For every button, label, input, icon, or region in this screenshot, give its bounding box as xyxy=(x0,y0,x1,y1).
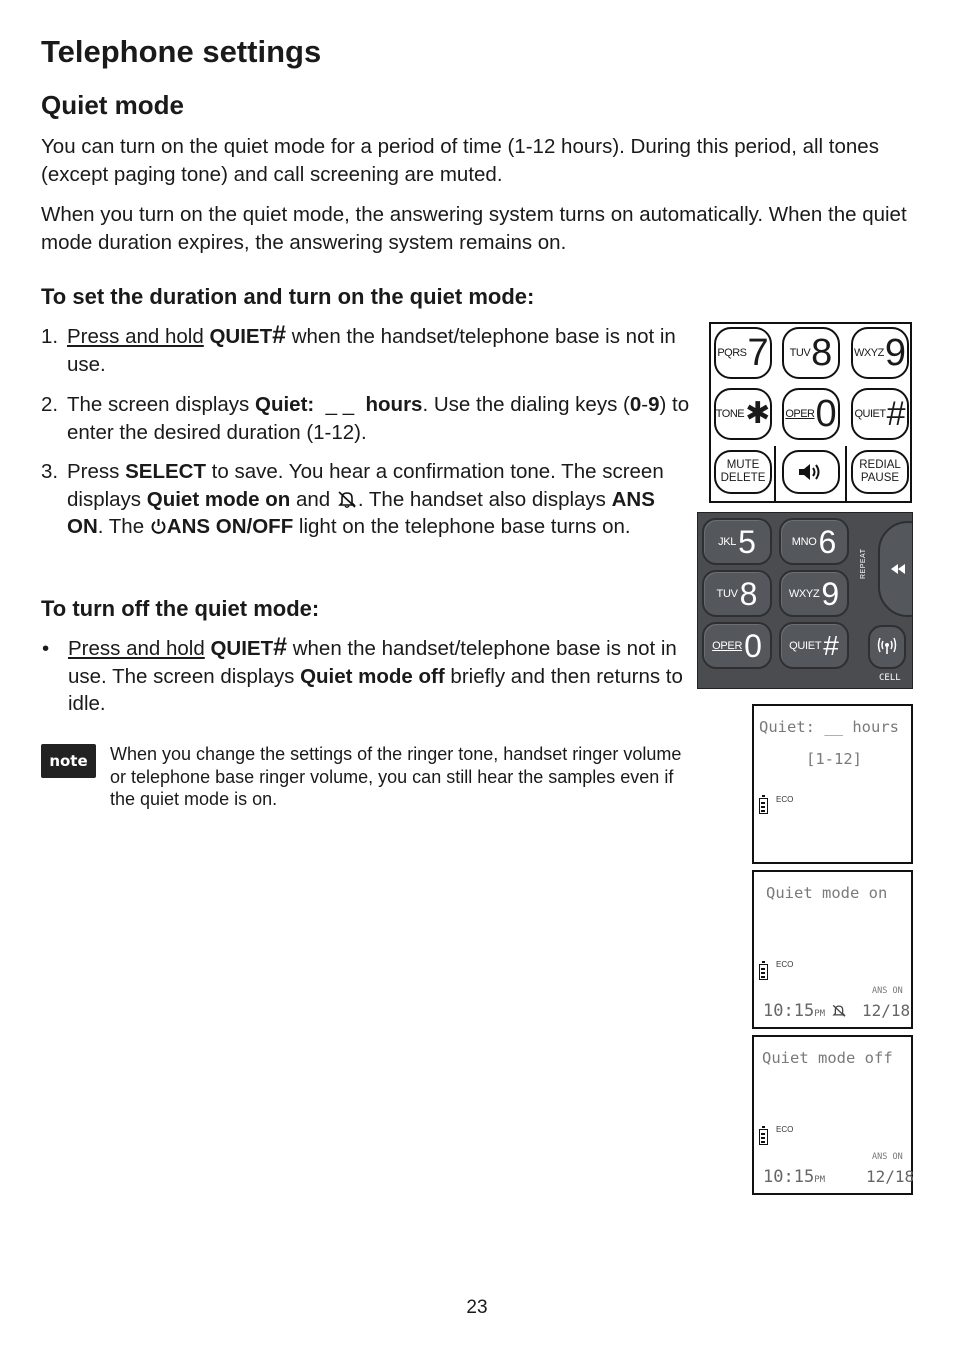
key-9: 9 xyxy=(648,393,660,416)
key-digit: 5 xyxy=(738,523,756,560)
screen-line-2: [1-12] xyxy=(806,750,862,768)
screen-text-quiet-mode-off: Quiet mode off xyxy=(300,664,445,688)
step-text: Press xyxy=(67,460,126,483)
key-0: 0 xyxy=(629,393,642,416)
key-digit: 0 xyxy=(744,627,762,664)
screen-quiet-mode-on xyxy=(752,870,913,1029)
step-text: ) to enter the desired duration (1-12). xyxy=(67,393,690,444)
bullet-text: when the handset/telephone base is not in use. The screen displays xyxy=(68,637,677,688)
key-letters: WXYZ xyxy=(854,347,884,359)
step-text: . Use the dialing keys ( xyxy=(422,393,630,416)
divider xyxy=(774,446,776,501)
handset-keypad xyxy=(709,322,912,503)
press-and-hold-link: Press and hold xyxy=(67,325,204,348)
battery-icon xyxy=(759,964,768,980)
screen-text-hours: hours xyxy=(365,393,423,416)
key-9 xyxy=(779,570,849,617)
quiet-key-label: QUIET xyxy=(210,637,274,660)
bell-off-icon xyxy=(336,489,358,509)
intro-paragraph-2: When you turn on the quiet mode, the answering system turns on automatically. When the quiet mode duration expires, the answering system remains on. xyxy=(41,203,907,254)
power-icon xyxy=(150,515,167,533)
divider xyxy=(845,446,847,501)
time-value: 10:15 xyxy=(763,1001,815,1021)
date-value: 12/18 xyxy=(866,1167,915,1186)
select-key-label: SELECT xyxy=(125,460,206,483)
step-text: light on the telephone base turns on. xyxy=(293,515,631,538)
screen-line-1: Quiet mode off xyxy=(762,1049,893,1067)
redial-pause-key xyxy=(851,450,909,494)
key-8 xyxy=(702,570,772,617)
duration-blanks: _ _ xyxy=(314,393,366,416)
dash: - xyxy=(641,393,649,416)
page-title: Telephone settings xyxy=(41,34,322,69)
quiet-key-label: QUIET xyxy=(209,325,273,348)
speaker-key xyxy=(782,450,840,494)
mute-delete-key xyxy=(714,450,772,494)
screen-text-quiet: Quiet: xyxy=(255,393,315,416)
date-value: 12/18 xyxy=(862,1001,911,1020)
time-value: 10:15 xyxy=(763,1167,815,1187)
ans-on-indicator: ANS ON xyxy=(872,986,903,996)
bullet-item xyxy=(41,635,696,718)
key-6 xyxy=(779,518,849,565)
key-letters: OPER xyxy=(712,639,743,652)
time-pm: PM xyxy=(814,1009,826,1019)
step-number: 2. xyxy=(41,393,59,416)
key-label: REDIAL xyxy=(859,459,901,471)
screen-text-ans-on: ANS ON xyxy=(67,487,655,538)
set-heading: To set the duration and turn on the quiet mode: xyxy=(41,284,535,309)
key-digit: 7 xyxy=(747,332,769,374)
key-5 xyxy=(702,518,772,565)
repeat-label: REPEAT xyxy=(860,548,867,579)
key-letters: TUV xyxy=(716,587,738,600)
base-keypad xyxy=(697,512,913,689)
key-label: MUTE xyxy=(726,459,760,471)
key-digit: 9 xyxy=(821,575,840,612)
step-text: and xyxy=(290,487,336,511)
key-digit: 0 xyxy=(815,393,837,435)
off-heading: To turn off the quiet mode: xyxy=(41,596,320,621)
key-letters: QUIET xyxy=(854,408,886,420)
screen-quiet-mode-off xyxy=(752,1035,913,1195)
key-quiet-hash xyxy=(779,622,849,669)
hash-icon: # xyxy=(823,629,839,661)
rewind-icon xyxy=(890,563,906,575)
hash-icon: # xyxy=(273,633,288,661)
screen-line-1: Quiet: __ hours xyxy=(759,718,899,736)
press-and-hold-link: Press and hold xyxy=(68,637,205,660)
key-letters: OPER xyxy=(785,408,815,420)
bullet-text: briefly and then returns to idle. xyxy=(68,664,683,715)
key-digit: 6 xyxy=(818,523,837,560)
page-number: 23 xyxy=(466,1297,488,1318)
hash-icon: # xyxy=(886,395,906,433)
intro-paragraph-1: You can turn on the quiet mode for a period of time (1-12 hours). During this period, all tones (except paging tone) and call screening are muted. xyxy=(41,135,879,186)
step-2 xyxy=(41,391,696,446)
step-number: 1. xyxy=(41,325,59,348)
screen-quiet-hours xyxy=(752,704,913,864)
note-badge: note xyxy=(41,744,96,778)
repeat-button xyxy=(878,521,913,617)
bell-off-icon xyxy=(831,1003,847,1023)
key-letters: TONE xyxy=(715,408,745,420)
key-9 xyxy=(851,327,909,379)
key-digit: 8 xyxy=(811,332,833,374)
battery-icon xyxy=(759,1129,768,1145)
ans-on-off-key-label: ANS ON/OFF xyxy=(166,515,294,538)
key-letters: TUV xyxy=(789,347,811,359)
screen-text-quiet-mode-on: Quiet mode on xyxy=(146,487,291,511)
speaker-icon xyxy=(796,460,826,484)
key-digit: 9 xyxy=(884,332,906,374)
clock-time xyxy=(763,1167,825,1187)
key-7 xyxy=(714,327,772,379)
key-letters: JKL xyxy=(718,535,737,548)
time-pm: PM xyxy=(814,1175,826,1185)
key-digit: 8 xyxy=(739,575,758,612)
step-number: 3. xyxy=(41,460,59,483)
key-letters: QUIET xyxy=(789,639,822,652)
eco-indicator: ECO xyxy=(776,960,794,969)
key-label: DELETE xyxy=(720,472,766,484)
eco-indicator: ECO xyxy=(776,795,794,804)
step-text: . The handset also displays xyxy=(357,487,612,511)
key-letters: PQRS xyxy=(717,347,747,359)
hash-icon: # xyxy=(272,321,287,349)
step-text: to save. You hear a confirmation tone. The screen displays xyxy=(67,460,664,511)
section-title: Quiet mode xyxy=(41,90,185,120)
star-icon: ✱ xyxy=(745,397,771,430)
cell-button xyxy=(868,625,906,669)
key-letters: WXYZ xyxy=(788,587,820,600)
note-text: When you change the settings of the ringer tone, handset ringer volume or telephone base ringer volume, you can still hear the samples even if the quiet mode is on. xyxy=(110,744,682,809)
battery-icon xyxy=(759,798,768,814)
cell-label: CELL xyxy=(879,673,901,683)
eco-indicator: ECO xyxy=(776,1125,794,1134)
step-text: . The xyxy=(97,515,150,538)
key-8 xyxy=(782,327,840,379)
key-label: PAUSE xyxy=(860,472,900,484)
screen-line-1: Quiet mode on xyxy=(766,884,888,902)
bullet-dot: • xyxy=(42,637,50,660)
step-1 xyxy=(41,323,696,378)
key-0 xyxy=(702,622,772,669)
step-text: The screen displays xyxy=(67,393,256,416)
step-text: when the handset/telephone base is not in use. xyxy=(67,325,676,376)
clock-time xyxy=(763,1001,825,1021)
key-letters: MNO xyxy=(791,535,817,548)
cell-signal-icon xyxy=(876,637,898,655)
key-tone-star xyxy=(714,388,772,440)
key-0 xyxy=(782,388,840,440)
ans-on-indicator: ANS ON xyxy=(872,1152,903,1162)
key-quiet-hash xyxy=(851,388,909,440)
step-3 xyxy=(41,458,696,541)
